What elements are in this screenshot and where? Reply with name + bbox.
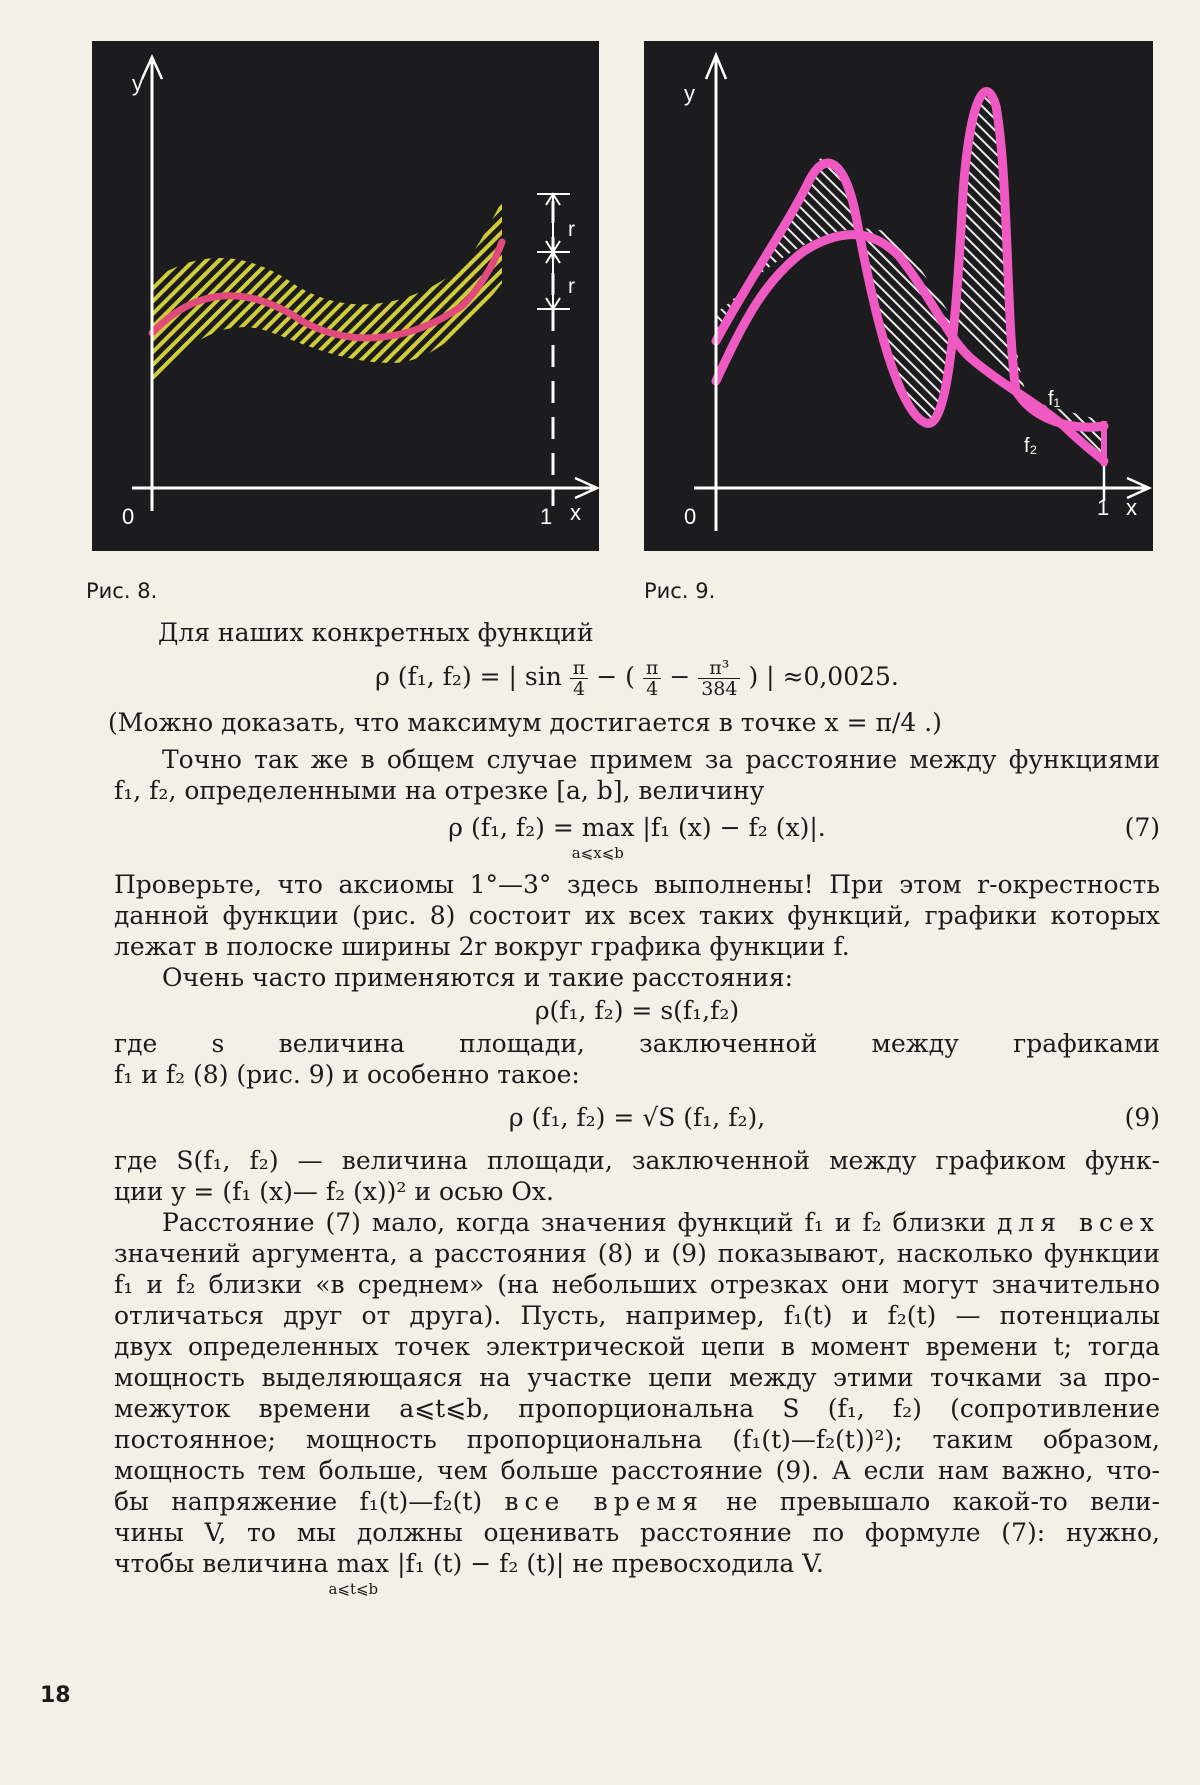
p8j-spaced: все время <box>504 1487 704 1516</box>
eq1-frac-pi4: $\frac{\pi}{4}$ <box>570 658 589 699</box>
paragraph-6a: где s величина площади, заключенной между графиками <box>114 1029 1160 1058</box>
paragraph-8d: отличаться друг от друга). Пусть, например, f₁(t) и f₂(t) — потенциалы <box>114 1301 1160 1330</box>
paragraph-6b: f₁ и f₂ (8) (рис. 9) и особенно такое: <box>114 1060 580 1089</box>
p8j-post: не превышало какой-то вели- <box>726 1487 1160 1516</box>
paragraph-3a: Точно так же в общем случае примем за расстояние между функциями <box>162 745 1160 774</box>
paragraph-4a: Проверьте, что аксиомы 1°—3° здесь выполнены! При этом r-окрестность <box>114 870 1160 899</box>
eq1-frac-pi4-b: $\frac{\pi}{4}$ <box>643 658 662 699</box>
paragraph-8e: двух определенных точек электрической цепи в момент времени t; тогда <box>114 1332 1160 1361</box>
paragraph-4c: лежат в полоске ширины 2r вокруг графика функции f. <box>114 932 850 961</box>
paragraph-8b: значений аргумента, а расстояния (8) и (9) показывают, насколько функции <box>114 1239 1160 1268</box>
p8l-pre: чтобы величина <box>114 1549 337 1578</box>
origin-label: 0 <box>122 504 135 529</box>
x-axis-label: x <box>570 500 581 525</box>
page-number: 18 <box>40 1683 71 1708</box>
y-axis-label: y <box>132 71 143 96</box>
equation-8: ρ(f₁, f₂) = s(f₁,f₂) <box>534 996 740 1025</box>
f2-label: f₂ <box>1024 435 1038 457</box>
origin-label: 0 <box>684 504 697 529</box>
equation-7-number: (7) <box>1124 813 1160 842</box>
paragraph-8j <box>114 1486 1160 1517</box>
eq1-minus: − ( <box>596 662 635 691</box>
eq7-right: |f₁ (x) − f₂ (x)|. <box>642 813 826 842</box>
x-axis-label: x <box>1126 495 1137 520</box>
paragraph-8h: постоянное; мощность пропорциональна (f₁(t)—f₂(t))²); таким образом, <box>114 1425 1160 1454</box>
figure-8 <box>92 41 599 551</box>
paragraph-7a: где S(f₁, f₂) — величина площади, заключенной между графиком функ- <box>114 1146 1160 1175</box>
paragraph-2: (Можно доказать, что максимум достигается в точке x = π/4 .) <box>108 708 942 737</box>
p8l-post: |f₁ (t) − f₂ (t)| не превосходила V. <box>397 1549 824 1578</box>
eq7-range: a⩽x⩽b <box>571 844 624 862</box>
paragraph-8l <box>114 1548 1160 1598</box>
p8l-max: max a⩽t⩽b <box>336 1548 389 1579</box>
paragraph-7b: ции y = (f₁ (x)— f₂ (x))² и осью Ox. <box>114 1177 554 1206</box>
eq7-max: max a⩽x⩽b <box>582 812 635 843</box>
paragraph-4b: данной функции (рис. 8) состоит их всех таких функций, графики которых <box>114 901 1160 930</box>
p8j-pre: бы напряжение f₁(t)—f₂(t) <box>114 1487 483 1516</box>
figure-8-plot <box>92 41 599 551</box>
y-axis-label: y <box>684 81 695 106</box>
figure-9-caption: Рис. 9. <box>644 579 716 603</box>
paragraph-8f: мощность выделяющаяся на участке цепи между этими точками за про- <box>114 1363 1160 1392</box>
paragraph-3b: f₁, f₂, определенными на отрезке [a, b], величину <box>114 776 765 805</box>
p8a-spaced: для всех <box>997 1208 1160 1237</box>
equation-rho-sin <box>114 658 1160 699</box>
figure-9-plot <box>644 41 1153 551</box>
paragraph-8a <box>114 1207 1160 1238</box>
paragraph-8k: чины V, то мы должны оценивать расстояние по формуле (7): нужно, <box>114 1518 1160 1547</box>
paragraph-5: Очень часто применяются и такие расстояния: <box>162 963 794 992</box>
r-bottom-label: r <box>568 275 575 298</box>
paragraph-8c: f₁ и f₂ близки «в среднем» (на небольших отрезках они могут значительно <box>114 1270 1160 1299</box>
p8l-range: a⩽t⩽b <box>328 1580 379 1598</box>
x-end-label: 1 <box>1097 495 1110 520</box>
r-top-label: r <box>568 218 575 241</box>
equation-9 <box>114 1102 1160 1133</box>
eq1-left: ρ (f₁, f₂) = | sin <box>375 662 562 691</box>
x-end-label: 1 <box>540 504 553 529</box>
paragraph-8g: межуток времени a⩽t⩽b, пропорциональна S (f₁, f₂) (сопротивление <box>114 1394 1160 1423</box>
paragraph-8i: мощность тем больше, чем больше расстояние (9). А если нам важно, что- <box>114 1456 1160 1485</box>
eq1-right: ) | ≈0,0025. <box>748 662 899 691</box>
figure-9 <box>644 41 1153 551</box>
equation-7 <box>114 812 1160 862</box>
p8a-text: Расстояние (7) мало, когда значения функций f₁ и f₂ близки <box>162 1208 987 1237</box>
figure-8-caption: Рис. 8. <box>86 579 158 603</box>
equation-9-number: (9) <box>1124 1103 1160 1132</box>
eq7-left: ρ (f₁, f₂) = <box>448 813 582 842</box>
eq1-frac-pi3: $\frac{\text{π³}}{384}$ <box>698 658 740 699</box>
paragraph-1: Для наших конкретных функций <box>158 618 594 647</box>
eq1-mid: − <box>669 662 699 691</box>
f1-label: f₁ <box>1048 388 1061 410</box>
r-neighborhood-band <box>152 201 502 386</box>
eq9-body: ρ (f₁, f₂) = √S (f₁, f₂), <box>508 1103 766 1132</box>
body-text <box>108 617 1160 1598</box>
